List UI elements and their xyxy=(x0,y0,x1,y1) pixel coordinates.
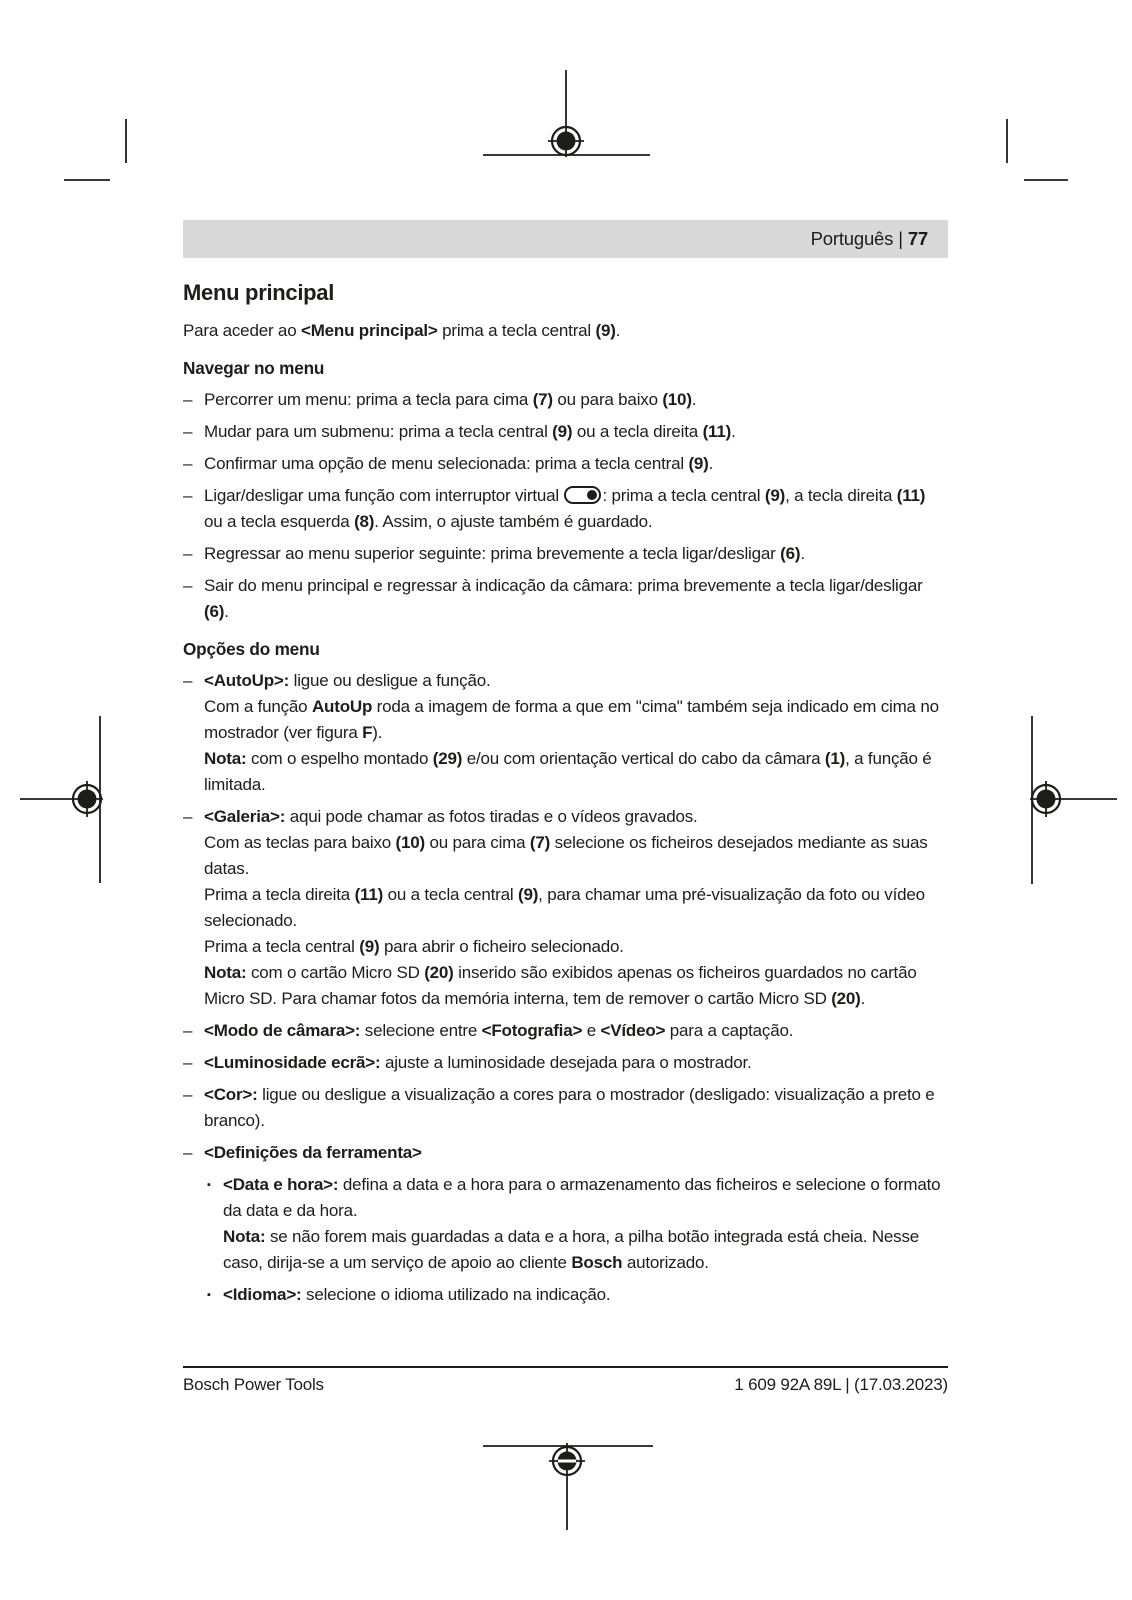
list-item xyxy=(183,1140,948,1166)
section-heading-navigate: Navegar no menu xyxy=(183,358,325,378)
footer-document-number: 1 609 92A 89L | (17.03.2023) xyxy=(734,1375,948,1394)
bullet-marker: – xyxy=(183,671,193,690)
page-title: Menu principal xyxy=(183,280,335,305)
bullet-marker: – xyxy=(183,544,193,563)
toggle-switch-icon xyxy=(564,486,601,504)
bullet-marker: – xyxy=(183,807,193,826)
list-item xyxy=(183,1050,948,1076)
list-item xyxy=(183,668,948,798)
list-item xyxy=(183,1082,948,1134)
paragraph: Sair do menu principal e regressar à indicação da câmara: prima brevemente a tecla ligar/desligar (6). xyxy=(204,576,923,621)
paragraph: <AutoUp>: ligue ou desligue a função. xyxy=(204,671,491,690)
section-heading-options: Opções do menu xyxy=(183,639,320,659)
bullet-marker: – xyxy=(183,1053,193,1072)
crop-mark-top-right xyxy=(1007,119,1068,180)
bullet-marker: – xyxy=(183,454,193,473)
paragraph: Regressar ao menu superior seguinte: prima brevemente a tecla ligar/desligar (6). xyxy=(204,544,805,563)
paragraph: <Definições da ferramenta> xyxy=(204,1143,422,1162)
bullet-marker: ▪ xyxy=(207,1179,211,1191)
registration-mark-left xyxy=(20,716,103,883)
page-footer xyxy=(183,1366,948,1397)
bullet-marker: – xyxy=(183,1021,193,1040)
bullet-marker: – xyxy=(183,1085,193,1104)
paragraph: <Cor>: ligue ou desligue a visualização a cores para o mostrador (desligado: visualização a preto e branco). xyxy=(204,1085,935,1130)
paragraph: <Idioma>: selecione o idioma utilizado na indicação. xyxy=(223,1285,611,1304)
paragraph: Prima a tecla central (9) para abrir o ficheiro selecionado. xyxy=(204,937,624,956)
crop-mark-top-left xyxy=(64,119,126,180)
paragraph: Nota: se não forem mais guardadas a data e a hora, a pilha botão integrada está cheia. Nesse caso, dirija-se a um serviço de apoio ao cliente Bosch autorizado. xyxy=(223,1227,920,1272)
paragraph: Percorrer um menu: prima a tecla para cima (7) ou para baixo (10). xyxy=(204,390,697,409)
bullet-marker: – xyxy=(183,1143,193,1162)
bullet-marker: – xyxy=(183,422,193,441)
bullet-marker: – xyxy=(183,576,193,595)
footer-company: Bosch Power Tools xyxy=(183,1375,324,1394)
registration-mark-bottom-center xyxy=(483,1443,653,1530)
paragraph: Ligar/desligar uma função com interruptor virtual : prima a tecla central (9), a tecla direita (11) ou a tecla esquerda (8). Assim, o ajuste também é guardado. xyxy=(204,486,926,531)
list-item xyxy=(183,541,948,567)
options-list xyxy=(183,668,948,1308)
list-item xyxy=(207,1282,948,1308)
paragraph: Nota: com o cartão Micro SD (20) inserido são exibidos apenas os ficheiros guardados no cartão Micro SD. Para chamar fotos da memória interna, tem de remover o cartão Micro SD (20). xyxy=(204,963,917,1008)
header-page-number: 77 xyxy=(907,228,928,249)
nav-list xyxy=(183,387,948,625)
bullet-marker: – xyxy=(183,486,193,505)
intro-paragraph: Para aceder ao <Menu principal> prima a tecla central (9). xyxy=(183,321,621,340)
bullet-marker: ▪ xyxy=(207,1289,211,1301)
paragraph: <Luminosidade ecrã>: ajuste a luminosidade desejada para o mostrador. xyxy=(204,1053,752,1072)
paragraph: Nota: com o espelho montado (29) e/ou com orientação vertical do cabo da câmara (1), a função é limitada. xyxy=(204,749,932,794)
paragraph: <Modo de câmara>: selecione entre <Fotografia> e <Vídeo> para a captação. xyxy=(204,1021,794,1040)
paragraph: <Data e hora>: defina a data e a hora para o armazenamento das ficheiros e selecione o formato da data e da hora. xyxy=(223,1175,941,1220)
paragraph: Mudar para um submenu: prima a tecla central (9) ou a tecla direita (11). xyxy=(204,422,736,441)
registration-mark-right xyxy=(1030,716,1117,884)
header-language: Português xyxy=(810,228,894,249)
paragraph: Com as teclas para baixo (10) ou para cima (7) selecione os ficheiros desejados mediante as suas datas. xyxy=(204,833,928,878)
list-item xyxy=(183,387,948,413)
registration-mark-top-center xyxy=(483,70,650,157)
list-item xyxy=(183,573,948,625)
list-item xyxy=(207,1172,948,1276)
header-separator: | xyxy=(898,228,903,249)
sub-list xyxy=(207,1172,948,1308)
bullet-marker: – xyxy=(183,390,193,409)
list-item xyxy=(183,419,948,445)
paragraph: Prima a tecla direita (11) ou a tecla central (9), para chamar uma pré-visualização da foto ou vídeo selecionado. xyxy=(204,885,925,930)
paragraph: Confirmar uma opção de menu selecionada: prima a tecla central (9). xyxy=(204,454,714,473)
paragraph: Com a função AutoUp roda a imagem de forma a que em "cima" também seja indicado em cima no mostrador (ver figura F). xyxy=(204,697,939,742)
paragraph: <Galeria>: aqui pode chamar as fotos tiradas e o vídeos gravados. xyxy=(204,807,698,826)
list-item xyxy=(183,483,948,535)
list-item xyxy=(183,804,948,1012)
page-content xyxy=(183,220,948,1314)
list-item xyxy=(183,1018,948,1044)
page-header-bar xyxy=(183,220,948,258)
list-item xyxy=(183,451,948,477)
